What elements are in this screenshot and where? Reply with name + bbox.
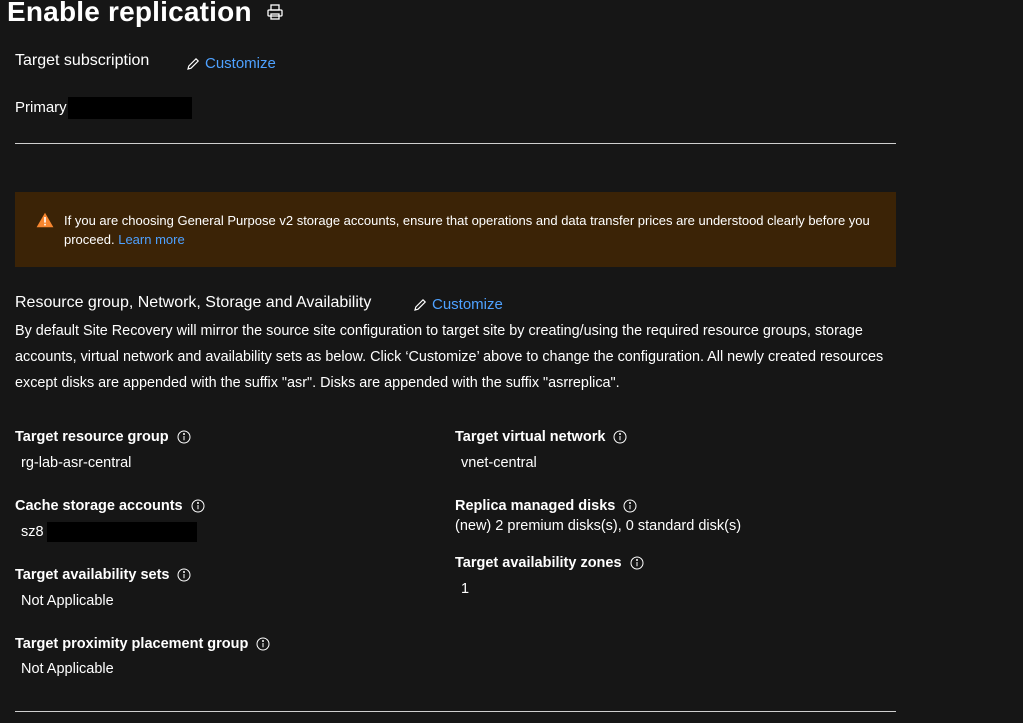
divider (15, 711, 896, 712)
info-icon[interactable] (623, 499, 637, 513)
info-icon[interactable] (177, 568, 191, 582)
replica-managed-disks-label-text: Replica managed disks (455, 498, 616, 514)
pencil-icon (413, 298, 427, 312)
replica-managed-disks-label (455, 496, 637, 516)
cache-storage-accounts-label-text: Cache storage accounts (15, 498, 183, 514)
target-availability-zones-label (455, 553, 644, 573)
cache-storage-accounts-value-prefix: sz8 (21, 524, 44, 540)
warning-message (64, 211, 884, 249)
customize-subscription-link[interactable] (186, 54, 276, 74)
target-virtual-network-value: vnet-central (461, 455, 537, 471)
section-heading: Resource group, Network, Storage and Availability (15, 294, 372, 311)
redacted-block (47, 522, 197, 542)
page-title: Enable replication (7, 0, 252, 27)
pencil-icon (186, 57, 200, 71)
subscription-value-prefix: Primary (15, 99, 67, 116)
subscription-value (15, 97, 192, 119)
target-virtual-network-label (455, 427, 627, 447)
warning-banner (15, 192, 896, 267)
target-availability-zones-label-text: Target availability zones (455, 555, 622, 571)
learn-more-link[interactable]: Learn more (118, 232, 185, 247)
info-icon[interactable] (613, 430, 627, 444)
info-icon[interactable] (191, 499, 205, 513)
target-availability-sets-label-text: Target availability sets (15, 567, 170, 583)
target-resource-group-value: rg-lab-asr-central (21, 455, 132, 471)
warning-icon (36, 212, 54, 228)
redacted-block (68, 97, 192, 119)
section-description: By default Site Recovery will mirror the source site configuration to target site by creating/using the required resource groups, storage accounts, virtual network and availability sets as below. Click ‘Customize’ above to change the configuration. All newly created resources except disks are appended with the suffix "asr". Disks are appended with the suffix "asrreplica". (15, 323, 884, 391)
target-proximity-placement-group-label (15, 634, 270, 654)
target-subscription-label: Target subscription (15, 52, 150, 69)
target-availability-sets-value: Not Applicable (21, 593, 114, 609)
target-resource-group-label-text: Target resource group (15, 429, 169, 445)
target-availability-sets-label (15, 565, 191, 585)
info-icon[interactable] (177, 430, 191, 444)
replica-managed-disks-value: (new) 2 premium disks(s), 0 standard disk(s) (455, 518, 742, 534)
customize-section-label: Customize (432, 296, 503, 313)
target-proximity-placement-group-label-text: Target proximity placement group (15, 636, 249, 652)
target-resource-group-label (15, 427, 191, 447)
target-availability-zones-value: 1 (461, 581, 470, 597)
info-icon[interactable] (630, 556, 644, 570)
divider (15, 143, 896, 144)
customize-section-link[interactable] (413, 295, 503, 315)
target-proximity-placement-group-value: Not Applicable (21, 661, 114, 677)
cache-storage-accounts-value (21, 522, 197, 542)
cache-storage-accounts-label (15, 496, 205, 516)
target-virtual-network-label-text: Target virtual network (455, 429, 606, 445)
warning-text: If you are choosing General Purpose v2 storage accounts, ensure that operations and data transfer prices are understood clearly before you proceed. (64, 213, 870, 247)
print-icon[interactable] (265, 2, 285, 22)
info-icon[interactable] (256, 637, 270, 651)
customize-subscription-label: Customize (205, 55, 276, 72)
